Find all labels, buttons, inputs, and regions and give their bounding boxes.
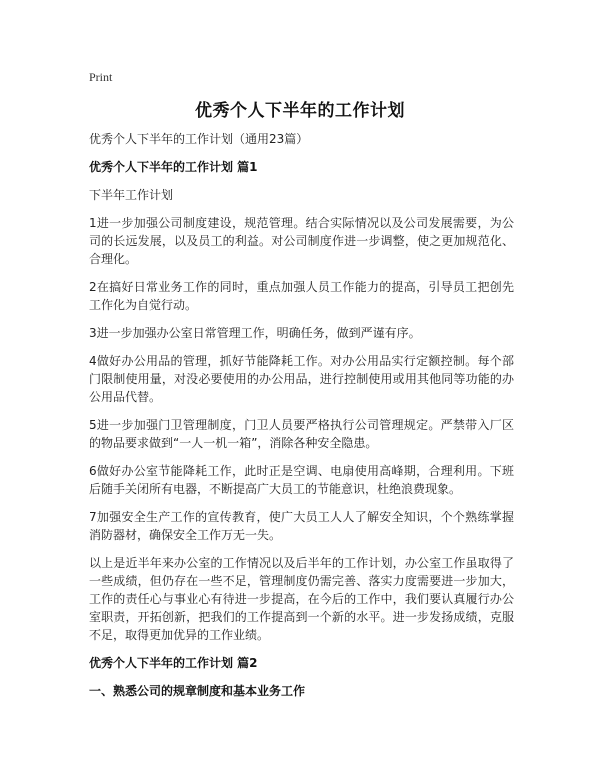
print-label[interactable]: Print [89,70,113,84]
intro-line: 下半年工作计划 [89,188,174,202]
paragraph-1: 1进一步加强公司制度建设，规范管理。结合实际情况以及公司发展需要，为公司的长远发展，以及员工的利益。对公司制度作进一步调整，使之更加规范化、合理化。 [89,216,514,266]
document-body [89,130,514,710]
document-subtitle: 优秀个人下半年的工作计划（通用23篇） [89,132,309,146]
paragraph-6: 6做好办公室节能降耗工作，此时正是空调、电扇使用高峰期，合理利用。下班后随手关闭所有电器，不断提高广大员工的节能意识，杜绝浪费现象。 [89,464,514,496]
paragraph-5: 5进一步加强门卫管理制度，门卫人员要严格执行公司管理规定。严禁带入厂区的物品要求做到“一人一机一箱”，消除各种安全隐患。 [89,418,514,450]
section-2-subheading: 一、熟悉公司的规章制度和基本业务工作 [89,684,306,698]
paragraph-7: 7加强安全生产工作的宣传教育，使广大员工人人了解安全知识，个个熟练掌握消防器材，确保安全工作万无一失。 [89,510,514,542]
section-1-heading: 优秀个人下半年的工作计划 篇1 [89,160,258,174]
summary-paragraph: 以上是近半年来办公室的工作情况以及后半年的工作计划，办公室工作虽取得了一些成绩，但仍存在一些不足，管理制度仍需完善、落实力度需要进一步加大，工作的责任心与事业心有待进一步提高，在今后的工作中，我们要认真履行办公室职责，开拓创新，把我们的工作提高到一个新的水平。进一步发扬成绩，克服不足，取得更加优异的工作业绩。 [89,556,514,642]
paragraph-2: 2在搞好日常业务工作的同时，重点加强人员工作能力的提高，引导员工把创先工作化为自觉行动。 [89,280,514,312]
paragraph-4: 4做好办公用品的管理，抓好节能降耗工作。对办公用品实行定额控制。每个部门限制使用量，对没必要使用的办公用品，进行控制使用或用其他同等功能的办公用品代替。 [89,354,514,404]
paragraph-3: 3进一步加强办公室日常管理工作，明确任务，做到严谨有序。 [89,326,421,340]
section-2-heading: 优秀个人下半年的工作计划 篇2 [89,656,258,670]
document-title: 优秀个人下半年的工作计划 [195,101,405,121]
